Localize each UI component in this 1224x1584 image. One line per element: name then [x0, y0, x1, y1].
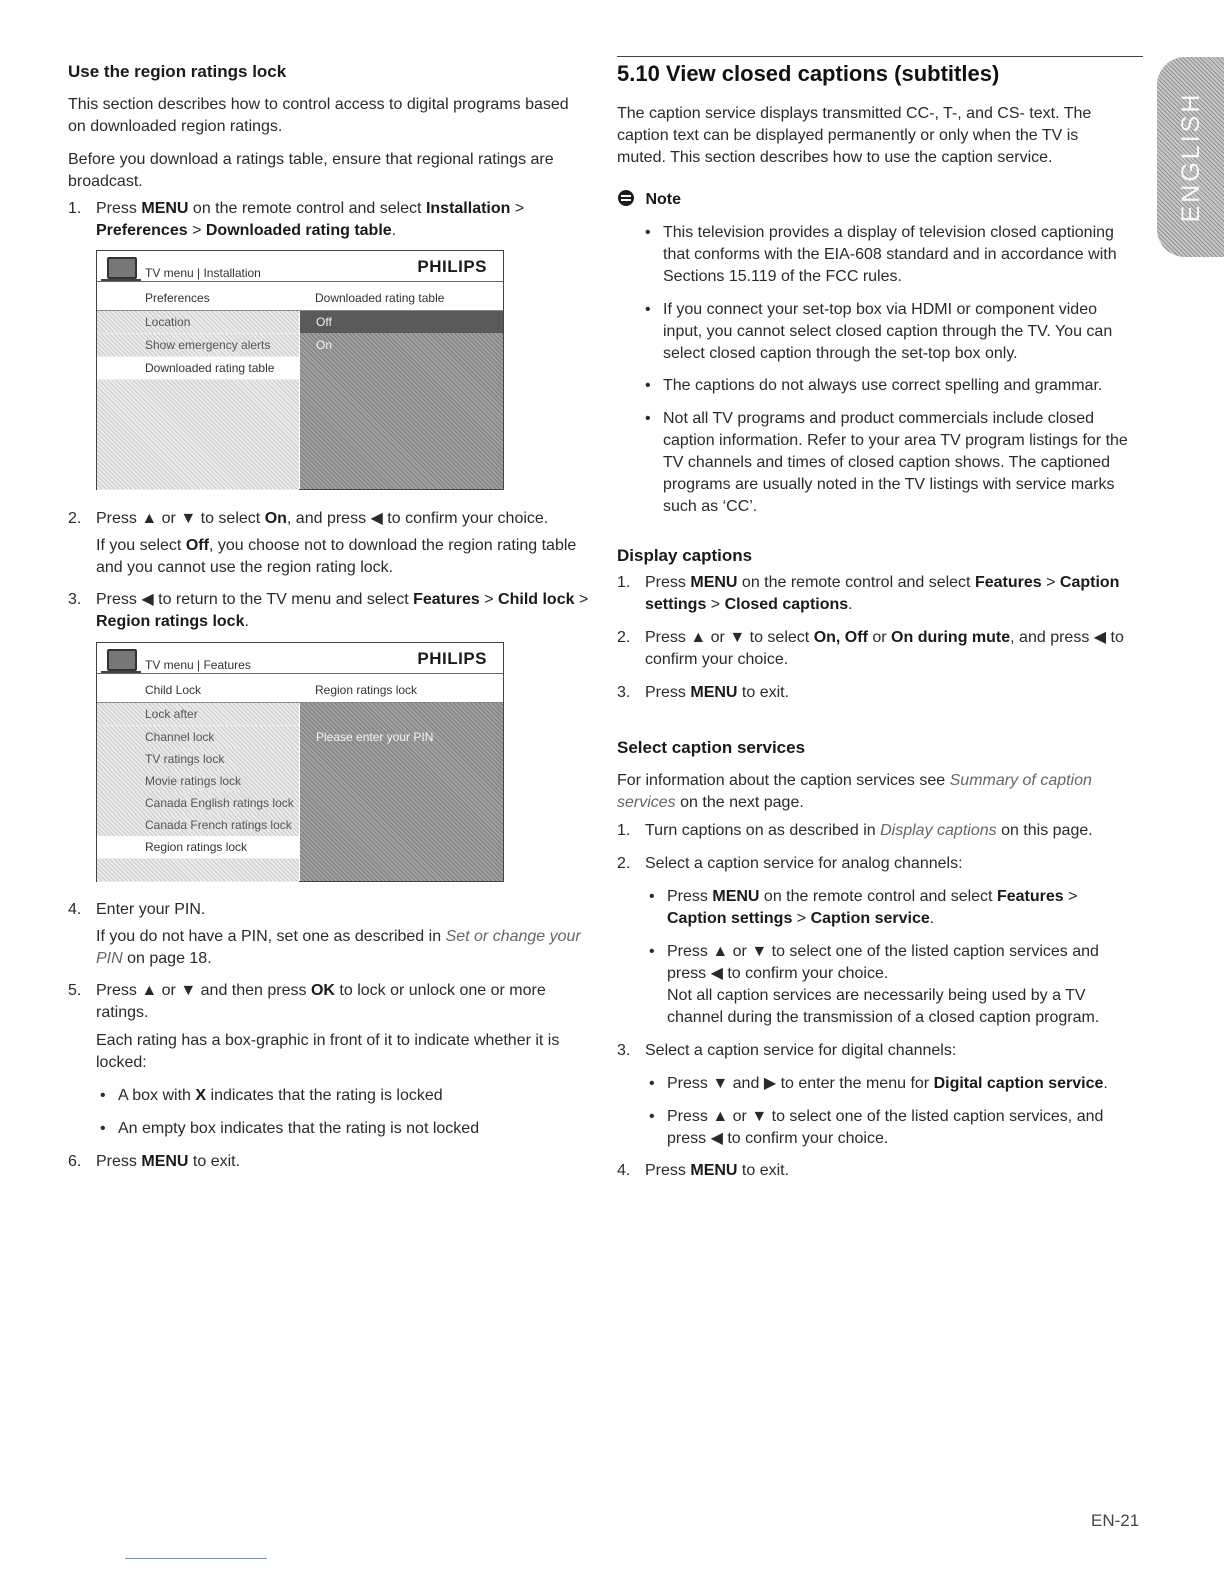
brand-logo: PHILIPS [417, 257, 487, 276]
step-2-note: If you select Off, you choose not to download the region rating table and you cannot use the region rating lock. [96, 537, 577, 576]
select-caption-heading: Select caption services [617, 738, 806, 757]
bullet-not-locked: • An empty box indicates that the rating is not locked [100, 1120, 480, 1137]
tv-menu-installation [96, 250, 504, 490]
caption-intro: The caption service displays transmitted CC-, T-, and CS- text. The caption text can be displayed permanently or only when the TV is muted. This section describes how to use the caption service. [617, 105, 1092, 166]
menu-item-tv-ratings-lock[interactable]: TV ratings lock [97, 748, 299, 771]
language-tab-label: ENGLISH [1177, 91, 1205, 223]
step-4: 4. Enter your PIN. [68, 901, 206, 918]
menu-column-headers: Child Lock Region ratings lock [97, 674, 503, 703]
menu-item-downloaded-rating[interactable]: Downloaded rating table [97, 357, 299, 380]
display-captions-link[interactable]: Display captions [880, 822, 997, 839]
menu-item-movie-ratings-lock[interactable]: Movie ratings lock [97, 770, 299, 793]
display-step-2: 2. Press ▲ or ▼ to select On, Off or On during mute, and press ◀ to confirm your choice. [617, 629, 1124, 668]
menu-header [97, 643, 503, 674]
step-5-note: Each rating has a box-graphic in front of it to indicate whether it is locked: [96, 1032, 560, 1071]
menu-empty-area [97, 380, 299, 490]
note-item: • This television provides a display of television closed captioning that conforms with the EIA-608 standard and in accordance with Sections 15.119 of the FCC rules. [645, 224, 1117, 285]
menu-item-canada-english[interactable]: Canada English ratings lock [97, 792, 299, 815]
step-5: 5. Press ▲ or ▼ and then press OK to lock or unlock one or more ratings. [68, 982, 546, 1021]
summary-link[interactable]: Summary of caption services [617, 772, 1092, 811]
analog-bullet-1: • Press MENU on the remote control and select Features > Caption settings > Caption service. [649, 888, 1078, 927]
menu-empty-area [97, 859, 299, 882]
select-step-1: 1. Turn captions on as described in Display captions on this page. [617, 822, 1093, 839]
option-off[interactable]: Off [300, 311, 503, 333]
page-number: EN-21 [1091, 1511, 1140, 1530]
select-step-3: 3. Select a caption service for digital channels: [617, 1042, 957, 1059]
display-captions-heading: Display captions [617, 546, 753, 565]
digital-bullet-1: • Press ▼ and ▶ to enter the menu for Digital caption service. [649, 1075, 1108, 1092]
region-ratings-paragraph: Before you download a ratings table, ensure that regional ratings are broadcast. [68, 151, 554, 190]
note-icon [617, 189, 635, 207]
menu-item-region-ratings-lock[interactable]: Region ratings lock [97, 836, 299, 859]
select-step-2: 2. Select a caption service for analog channels: [617, 855, 963, 872]
menu-item-channel-lock[interactable]: Channel lock [97, 726, 299, 749]
menu-item-lock-after[interactable]: Lock after [97, 703, 299, 726]
pin-prompt[interactable]: Please enter your PIN [316, 730, 434, 744]
step-1: 1. Press MENU on the remote control and select Installation > Preferences > Downloaded rating table. [68, 200, 525, 239]
menu-grid [97, 311, 503, 489]
menu-path: TV menu | Features [145, 658, 251, 672]
pin-link[interactable]: Set or change your PIN [96, 928, 581, 967]
menu-item-emergency-alerts[interactable]: Show emergency alerts [97, 334, 299, 357]
tv-icon [107, 649, 137, 671]
display-step-1: 1. Press MENU on the remote control and select Features > Caption settings > Closed captions. [617, 574, 1120, 613]
menu-item-location[interactable]: Location [97, 311, 299, 334]
step-6: 6. Press MENU to exit. [68, 1153, 241, 1170]
option-on[interactable]: On [316, 338, 333, 352]
menu-options-panel [300, 703, 503, 881]
select-caption-intro: For information about the caption services see Summary of caption services on the next page. [617, 772, 1092, 811]
note-item: • The captions do not always use correct spelling and grammar. [645, 377, 1103, 394]
select-step-4: 4. Press MENU to exit. [617, 1162, 790, 1179]
menu-header [97, 251, 503, 282]
step-2: 2. Press ▲ or ▼ to select On, and press ◀ to confirm your choice. [68, 510, 549, 527]
tv-menu-features [96, 642, 504, 882]
menu-item-canada-french[interactable]: Canada French ratings lock [97, 814, 299, 837]
step-3: 3. Press ◀ to return to the TV menu and select Features > Child lock > Region ratings lock. [68, 591, 589, 630]
menu-path: TV menu | Installation [145, 266, 261, 280]
language-tab [1157, 57, 1224, 257]
region-lock-heading: Use the region ratings lock [68, 62, 287, 81]
note-item: • If you connect your set-top box via HDMI or component video input, you cannot select closed caption through the TV. You can select closed caption through the set-top box only. [645, 301, 1113, 362]
tv-icon [107, 257, 137, 279]
menu-options-panel [300, 311, 503, 489]
menu-column-headers: Preferences Downloaded rating table [97, 282, 503, 311]
section-rule [617, 56, 1143, 57]
step-4-note: If you do not have a PIN, set one as described in Set or change your PIN on page 18. [96, 928, 581, 967]
footer-rule [125, 1558, 267, 1559]
display-step-3: 3. Press MENU to exit. [617, 684, 790, 701]
note-label-row [617, 189, 681, 211]
note-label: Note [645, 191, 682, 208]
section-title: 5.10 View closed captions (subtitles) [617, 61, 1000, 86]
menu-grid [97, 703, 503, 881]
analog-bullet-2: • Press ▲ or ▼ to select one of the listed caption services and press ◀ to confirm your choice. Not all caption services are necessarily being used by a TV channel during the transmission of a closed caption program. [649, 943, 1100, 1026]
region-intro-paragraph: This section describes how to control access to digital programs based on downloaded region ratings. [68, 96, 569, 135]
brand-logo: PHILIPS [417, 649, 487, 668]
digital-bullet-2: • Press ▲ or ▼ to select one of the listed caption services, and press ◀ to confirm your choice. [649, 1108, 1104, 1147]
note-item: • Not all TV programs and product commercials include closed caption information. Refer to your area TV program listings for the TV channels and times of closed caption shows. The captioned programs are usually noted in the TV listings with service marks such as ‘CC’. [645, 410, 1128, 515]
bullet-locked: • A box with X indicates that the rating is locked [100, 1087, 443, 1104]
